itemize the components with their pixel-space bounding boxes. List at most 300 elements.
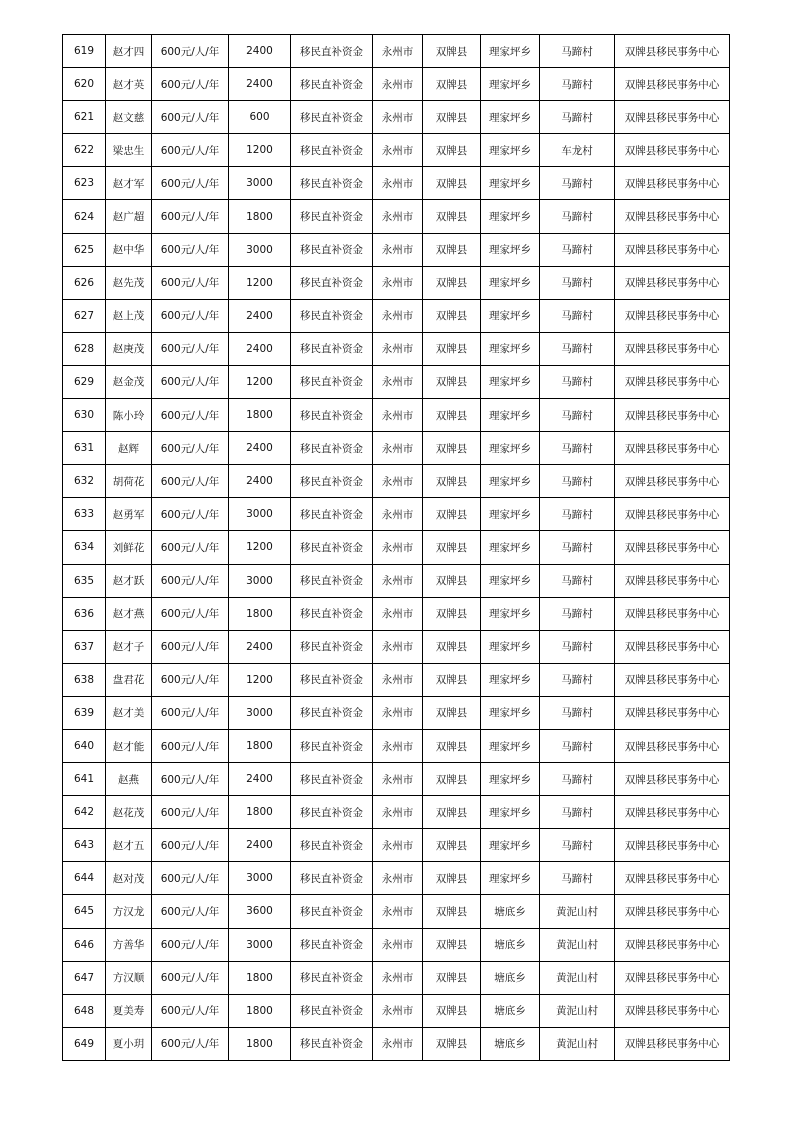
township-cell: 理家坪乡: [481, 663, 540, 696]
subsidy-table: [62, 34, 730, 1061]
subsidy-standard-cell: 600元/人/年: [152, 365, 229, 398]
city-cell: 永州市: [373, 68, 423, 101]
village-cell: 黄泥山村: [540, 1027, 615, 1060]
city-cell: 永州市: [373, 299, 423, 332]
county-cell: 双牌县: [423, 432, 481, 465]
subsidy-standard-cell: 600元/人/年: [152, 200, 229, 233]
city-cell: 永州市: [373, 862, 423, 895]
subsidy-standard-cell: 600元/人/年: [152, 862, 229, 895]
fund-type-cell: 移民直补资金: [291, 35, 373, 68]
township-cell: 理家坪乡: [481, 101, 540, 134]
row-number-cell: 648: [63, 994, 106, 1027]
county-cell: 双牌县: [423, 68, 481, 101]
county-cell: 双牌县: [423, 796, 481, 829]
township-cell: 理家坪乡: [481, 729, 540, 762]
fund-type-cell: 移民直补资金: [291, 266, 373, 299]
fund-type-cell: 移民直补资金: [291, 332, 373, 365]
row-number-cell: 631: [63, 432, 106, 465]
table-row: [63, 597, 730, 630]
row-number-cell: 629: [63, 365, 106, 398]
table-row: [63, 895, 730, 928]
fund-type-cell: 移民直补资金: [291, 498, 373, 531]
name-cell: 赵才美: [106, 696, 152, 729]
row-number-cell: 628: [63, 332, 106, 365]
fund-type-cell: 移民直补资金: [291, 167, 373, 200]
amount-cell: 3000: [229, 862, 291, 895]
name-cell: 赵辉: [106, 432, 152, 465]
subsidy-standard-cell: 600元/人/年: [152, 961, 229, 994]
township-cell: 理家坪乡: [481, 531, 540, 564]
city-cell: 永州市: [373, 994, 423, 1027]
fund-type-cell: 移民直补资金: [291, 994, 373, 1027]
township-cell: 理家坪乡: [481, 696, 540, 729]
city-cell: 永州市: [373, 829, 423, 862]
village-cell: 黄泥山村: [540, 895, 615, 928]
county-cell: 双牌县: [423, 597, 481, 630]
village-cell: 马蹄村: [540, 167, 615, 200]
row-number-cell: 643: [63, 829, 106, 862]
subsidy-standard-cell: 600元/人/年: [152, 829, 229, 862]
township-cell: 理家坪乡: [481, 134, 540, 167]
row-number-cell: 637: [63, 630, 106, 663]
township-cell: 塘底乡: [481, 994, 540, 1027]
county-cell: 双牌县: [423, 299, 481, 332]
amount-cell: 2400: [229, 35, 291, 68]
name-cell: 胡荷花: [106, 465, 152, 498]
table-row: [63, 961, 730, 994]
subsidy-standard-cell: 600元/人/年: [152, 796, 229, 829]
amount-cell: 2400: [229, 332, 291, 365]
department-cell: 双牌县移民事务中心: [615, 564, 730, 597]
department-cell: 双牌县移民事务中心: [615, 432, 730, 465]
department-cell: 双牌县移民事务中心: [615, 365, 730, 398]
name-cell: 赵才英: [106, 68, 152, 101]
row-number-cell: 638: [63, 663, 106, 696]
township-cell: 塘底乡: [481, 1027, 540, 1060]
table-row: [63, 299, 730, 332]
department-cell: 双牌县移民事务中心: [615, 200, 730, 233]
name-cell: 赵广超: [106, 200, 152, 233]
township-cell: 理家坪乡: [481, 399, 540, 432]
name-cell: 夏美寿: [106, 994, 152, 1027]
fund-type-cell: 移民直补资金: [291, 531, 373, 564]
county-cell: 双牌县: [423, 696, 481, 729]
name-cell: 方善华: [106, 928, 152, 961]
row-number-cell: 621: [63, 101, 106, 134]
table-row: [63, 564, 730, 597]
name-cell: 赵才子: [106, 630, 152, 663]
village-cell: 马蹄村: [540, 597, 615, 630]
department-cell: 双牌县移民事务中心: [615, 829, 730, 862]
row-number-cell: 649: [63, 1027, 106, 1060]
fund-type-cell: 移民直补资金: [291, 134, 373, 167]
township-cell: 理家坪乡: [481, 630, 540, 663]
amount-cell: 1800: [229, 399, 291, 432]
table-row: [63, 68, 730, 101]
department-cell: 双牌县移民事务中心: [615, 332, 730, 365]
township-cell: 理家坪乡: [481, 564, 540, 597]
name-cell: 方汉龙: [106, 895, 152, 928]
subsidy-standard-cell: 600元/人/年: [152, 35, 229, 68]
department-cell: 双牌县移民事务中心: [615, 399, 730, 432]
city-cell: 永州市: [373, 167, 423, 200]
table-row: [63, 35, 730, 68]
subsidy-standard-cell: 600元/人/年: [152, 233, 229, 266]
township-cell: 塘底乡: [481, 928, 540, 961]
county-cell: 双牌县: [423, 332, 481, 365]
city-cell: 永州市: [373, 465, 423, 498]
subsidy-standard-cell: 600元/人/年: [152, 101, 229, 134]
table-body: [63, 35, 730, 1061]
county-cell: 双牌县: [423, 862, 481, 895]
row-number-cell: 639: [63, 696, 106, 729]
row-number-cell: 646: [63, 928, 106, 961]
city-cell: 永州市: [373, 928, 423, 961]
row-number-cell: 620: [63, 68, 106, 101]
township-cell: 理家坪乡: [481, 597, 540, 630]
subsidy-standard-cell: 600元/人/年: [152, 299, 229, 332]
row-number-cell: 626: [63, 266, 106, 299]
amount-cell: 3000: [229, 167, 291, 200]
village-cell: 马蹄村: [540, 498, 615, 531]
city-cell: 永州市: [373, 895, 423, 928]
amount-cell: 1200: [229, 134, 291, 167]
village-cell: 马蹄村: [540, 365, 615, 398]
name-cell: 赵勇军: [106, 498, 152, 531]
table-row: [63, 729, 730, 762]
name-cell: 刘鲜花: [106, 531, 152, 564]
township-cell: 理家坪乡: [481, 862, 540, 895]
township-cell: 理家坪乡: [481, 233, 540, 266]
row-number-cell: 634: [63, 531, 106, 564]
village-cell: 黄泥山村: [540, 928, 615, 961]
subsidy-standard-cell: 600元/人/年: [152, 399, 229, 432]
department-cell: 双牌县移民事务中心: [615, 763, 730, 796]
table-row: [63, 994, 730, 1027]
amount-cell: 1800: [229, 1027, 291, 1060]
row-number-cell: 619: [63, 35, 106, 68]
subsidy-standard-cell: 600元/人/年: [152, 895, 229, 928]
subsidy-standard-cell: 600元/人/年: [152, 498, 229, 531]
subsidy-standard-cell: 600元/人/年: [152, 68, 229, 101]
township-cell: 理家坪乡: [481, 35, 540, 68]
subsidy-standard-cell: 600元/人/年: [152, 928, 229, 961]
city-cell: 永州市: [373, 200, 423, 233]
row-number-cell: 635: [63, 564, 106, 597]
village-cell: 马蹄村: [540, 829, 615, 862]
table-row: [63, 365, 730, 398]
amount-cell: 3000: [229, 233, 291, 266]
name-cell: 赵才燕: [106, 597, 152, 630]
fund-type-cell: 移民直补资金: [291, 432, 373, 465]
department-cell: 双牌县移民事务中心: [615, 663, 730, 696]
township-cell: 理家坪乡: [481, 829, 540, 862]
name-cell: 陈小玲: [106, 399, 152, 432]
city-cell: 永州市: [373, 432, 423, 465]
amount-cell: 1200: [229, 531, 291, 564]
county-cell: 双牌县: [423, 630, 481, 663]
amount-cell: 1800: [229, 961, 291, 994]
row-number-cell: 647: [63, 961, 106, 994]
name-cell: 方汉顺: [106, 961, 152, 994]
name-cell: 赵才五: [106, 829, 152, 862]
village-cell: 马蹄村: [540, 233, 615, 266]
city-cell: 永州市: [373, 763, 423, 796]
fund-type-cell: 移民直补资金: [291, 200, 373, 233]
fund-type-cell: 移民直补资金: [291, 365, 373, 398]
department-cell: 双牌县移民事务中心: [615, 1027, 730, 1060]
table-row: [63, 432, 730, 465]
fund-type-cell: 移民直补资金: [291, 729, 373, 762]
table-row: [63, 266, 730, 299]
department-cell: 双牌县移民事务中心: [615, 862, 730, 895]
county-cell: 双牌县: [423, 1027, 481, 1060]
city-cell: 永州市: [373, 35, 423, 68]
table-row: [63, 200, 730, 233]
name-cell: 赵才跃: [106, 564, 152, 597]
table-row: [63, 663, 730, 696]
subsidy-standard-cell: 600元/人/年: [152, 597, 229, 630]
city-cell: 永州市: [373, 365, 423, 398]
amount-cell: 1200: [229, 266, 291, 299]
subsidy-standard-cell: 600元/人/年: [152, 696, 229, 729]
fund-type-cell: 移民直补资金: [291, 465, 373, 498]
subsidy-standard-cell: 600元/人/年: [152, 332, 229, 365]
county-cell: 双牌县: [423, 928, 481, 961]
village-cell: 马蹄村: [540, 531, 615, 564]
name-cell: 盘君花: [106, 663, 152, 696]
amount-cell: 1800: [229, 597, 291, 630]
table-row: [63, 101, 730, 134]
row-number-cell: 640: [63, 729, 106, 762]
department-cell: 双牌县移民事务中心: [615, 630, 730, 663]
township-cell: 理家坪乡: [481, 465, 540, 498]
township-cell: 理家坪乡: [481, 763, 540, 796]
department-cell: 双牌县移民事务中心: [615, 994, 730, 1027]
amount-cell: 1800: [229, 796, 291, 829]
township-cell: 理家坪乡: [481, 266, 540, 299]
village-cell: 马蹄村: [540, 465, 615, 498]
row-number-cell: 630: [63, 399, 106, 432]
row-number-cell: 644: [63, 862, 106, 895]
row-number-cell: 636: [63, 597, 106, 630]
department-cell: 双牌县移民事务中心: [615, 167, 730, 200]
subsidy-standard-cell: 600元/人/年: [152, 465, 229, 498]
row-number-cell: 632: [63, 465, 106, 498]
name-cell: 赵对茂: [106, 862, 152, 895]
name-cell: 赵上茂: [106, 299, 152, 332]
county-cell: 双牌县: [423, 829, 481, 862]
fund-type-cell: 移民直补资金: [291, 233, 373, 266]
fund-type-cell: 移民直补资金: [291, 796, 373, 829]
department-cell: 双牌县移民事务中心: [615, 895, 730, 928]
subsidy-standard-cell: 600元/人/年: [152, 432, 229, 465]
city-cell: 永州市: [373, 961, 423, 994]
subsidy-standard-cell: 600元/人/年: [152, 763, 229, 796]
village-cell: 马蹄村: [540, 862, 615, 895]
city-cell: 永州市: [373, 597, 423, 630]
row-number-cell: 627: [63, 299, 106, 332]
village-cell: 黄泥山村: [540, 994, 615, 1027]
department-cell: 双牌县移民事务中心: [615, 498, 730, 531]
row-number-cell: 633: [63, 498, 106, 531]
county-cell: 双牌县: [423, 266, 481, 299]
name-cell: 赵才能: [106, 729, 152, 762]
city-cell: 永州市: [373, 663, 423, 696]
county-cell: 双牌县: [423, 994, 481, 1027]
county-cell: 双牌县: [423, 663, 481, 696]
table-row: [63, 399, 730, 432]
township-cell: 理家坪乡: [481, 167, 540, 200]
table-row: [63, 862, 730, 895]
village-cell: 马蹄村: [540, 630, 615, 663]
village-cell: 马蹄村: [540, 299, 615, 332]
amount-cell: 1200: [229, 663, 291, 696]
department-cell: 双牌县移民事务中心: [615, 796, 730, 829]
table-row: [63, 796, 730, 829]
subsidy-standard-cell: 600元/人/年: [152, 266, 229, 299]
subsidy-standard-cell: 600元/人/年: [152, 994, 229, 1027]
county-cell: 双牌县: [423, 365, 481, 398]
amount-cell: 2400: [229, 68, 291, 101]
amount-cell: 1800: [229, 729, 291, 762]
village-cell: 马蹄村: [540, 266, 615, 299]
subsidy-standard-cell: 600元/人/年: [152, 531, 229, 564]
amount-cell: 3000: [229, 498, 291, 531]
township-cell: 理家坪乡: [481, 332, 540, 365]
city-cell: 永州市: [373, 796, 423, 829]
city-cell: 永州市: [373, 399, 423, 432]
fund-type-cell: 移民直补资金: [291, 564, 373, 597]
city-cell: 永州市: [373, 1027, 423, 1060]
village-cell: 马蹄村: [540, 101, 615, 134]
township-cell: 理家坪乡: [481, 365, 540, 398]
fund-type-cell: 移民直补资金: [291, 101, 373, 134]
county-cell: 双牌县: [423, 134, 481, 167]
county-cell: 双牌县: [423, 961, 481, 994]
table-row: [63, 928, 730, 961]
amount-cell: 1800: [229, 994, 291, 1027]
department-cell: 双牌县移民事务中心: [615, 696, 730, 729]
row-number-cell: 642: [63, 796, 106, 829]
name-cell: 赵文慈: [106, 101, 152, 134]
township-cell: 理家坪乡: [481, 432, 540, 465]
village-cell: 马蹄村: [540, 729, 615, 762]
department-cell: 双牌县移民事务中心: [615, 597, 730, 630]
fund-type-cell: 移民直补资金: [291, 895, 373, 928]
name-cell: 赵先茂: [106, 266, 152, 299]
county-cell: 双牌县: [423, 101, 481, 134]
fund-type-cell: 移民直补资金: [291, 597, 373, 630]
amount-cell: 1200: [229, 365, 291, 398]
name-cell: 夏小玥: [106, 1027, 152, 1060]
county-cell: 双牌县: [423, 233, 481, 266]
row-number-cell: 625: [63, 233, 106, 266]
amount-cell: 2400: [229, 432, 291, 465]
row-number-cell: 624: [63, 200, 106, 233]
village-cell: 马蹄村: [540, 399, 615, 432]
row-number-cell: 645: [63, 895, 106, 928]
village-cell: 马蹄村: [540, 796, 615, 829]
amount-cell: 3000: [229, 564, 291, 597]
table-row: [63, 696, 730, 729]
name-cell: 赵燕: [106, 763, 152, 796]
table-row: [63, 498, 730, 531]
township-cell: 理家坪乡: [481, 498, 540, 531]
village-cell: 马蹄村: [540, 564, 615, 597]
county-cell: 双牌县: [423, 531, 481, 564]
amount-cell: 1800: [229, 200, 291, 233]
county-cell: 双牌县: [423, 465, 481, 498]
name-cell: 赵金茂: [106, 365, 152, 398]
name-cell: 赵才军: [106, 167, 152, 200]
city-cell: 永州市: [373, 729, 423, 762]
amount-cell: 2400: [229, 829, 291, 862]
fund-type-cell: 移民直补资金: [291, 68, 373, 101]
fund-type-cell: 移民直补资金: [291, 961, 373, 994]
county-cell: 双牌县: [423, 399, 481, 432]
fund-type-cell: 移民直补资金: [291, 663, 373, 696]
village-cell: 黄泥山村: [540, 961, 615, 994]
village-cell: 马蹄村: [540, 763, 615, 796]
amount-cell: 3000: [229, 696, 291, 729]
city-cell: 永州市: [373, 630, 423, 663]
city-cell: 永州市: [373, 498, 423, 531]
city-cell: 永州市: [373, 266, 423, 299]
subsidy-standard-cell: 600元/人/年: [152, 167, 229, 200]
city-cell: 永州市: [373, 101, 423, 134]
township-cell: 理家坪乡: [481, 68, 540, 101]
department-cell: 双牌县移民事务中心: [615, 68, 730, 101]
city-cell: 永州市: [373, 332, 423, 365]
fund-type-cell: 移民直补资金: [291, 928, 373, 961]
name-cell: 赵才四: [106, 35, 152, 68]
county-cell: 双牌县: [423, 729, 481, 762]
fund-type-cell: 移民直补资金: [291, 399, 373, 432]
village-cell: 马蹄村: [540, 68, 615, 101]
township-cell: 塘底乡: [481, 895, 540, 928]
county-cell: 双牌县: [423, 35, 481, 68]
amount-cell: 2400: [229, 299, 291, 332]
name-cell: 赵花茂: [106, 796, 152, 829]
amount-cell: 3600: [229, 895, 291, 928]
fund-type-cell: 移民直补资金: [291, 1027, 373, 1060]
department-cell: 双牌县移民事务中心: [615, 299, 730, 332]
table-row: [63, 332, 730, 365]
amount-cell: 2400: [229, 465, 291, 498]
name-cell: 赵中华: [106, 233, 152, 266]
amount-cell: 2400: [229, 630, 291, 663]
county-cell: 双牌县: [423, 564, 481, 597]
fund-type-cell: 移民直补资金: [291, 829, 373, 862]
fund-type-cell: 移民直补资金: [291, 862, 373, 895]
city-cell: 永州市: [373, 564, 423, 597]
fund-type-cell: 移民直补资金: [291, 763, 373, 796]
subsidy-standard-cell: 600元/人/年: [152, 663, 229, 696]
fund-type-cell: 移民直补资金: [291, 299, 373, 332]
department-cell: 双牌县移民事务中心: [615, 961, 730, 994]
county-cell: 双牌县: [423, 200, 481, 233]
department-cell: 双牌县移民事务中心: [615, 101, 730, 134]
row-number-cell: 641: [63, 763, 106, 796]
table-row: [63, 763, 730, 796]
county-cell: 双牌县: [423, 498, 481, 531]
village-cell: 马蹄村: [540, 200, 615, 233]
village-cell: 马蹄村: [540, 35, 615, 68]
county-cell: 双牌县: [423, 895, 481, 928]
subsidy-standard-cell: 600元/人/年: [152, 729, 229, 762]
table-row: [63, 134, 730, 167]
